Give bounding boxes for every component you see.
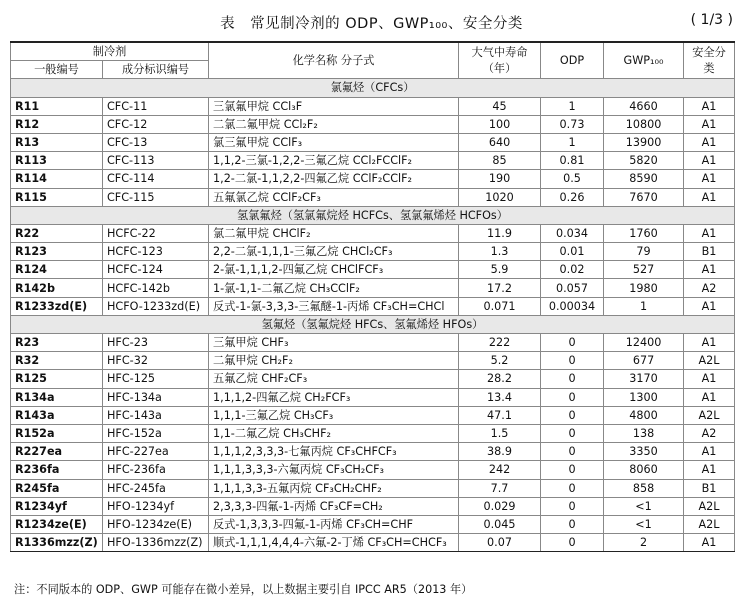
gwp-cell: 677 <box>604 352 684 370</box>
gwp-cell: 1 <box>604 297 684 315</box>
safety-cell: A1 <box>684 188 735 206</box>
component-id-cell: HFO-1336mzz(Z) <box>103 534 209 552</box>
general-id-cell: R227ea <box>11 443 103 461</box>
chem-name-cell: 氯三氟甲烷 CClF₃ <box>209 133 459 151</box>
gwp-cell: 7670 <box>604 188 684 206</box>
safety-cell: A1 <box>684 115 735 133</box>
table-body <box>11 79 735 552</box>
group-label: 氢氟烃（氢氟烷烃 HFCs、氢氟烯烃 HFOs） <box>11 315 735 333</box>
lifetime-cell: 17.2 <box>459 279 541 297</box>
table-row <box>11 243 735 261</box>
chem-name-cell: 反式-1-氯-3,3,3-三氟醚-1-丙烯 CF₃CH=CHCl <box>209 297 459 315</box>
chem-name-cell: 1,1,1,3,3-五氟丙烷 CF₃CH₂CHF₂ <box>209 479 459 497</box>
chem-name-cell: 1,1,2-三氯-1,2,2-三氟乙烷 CCl₂FCClF₂ <box>209 152 459 170</box>
lifetime-cell: 7.7 <box>459 479 541 497</box>
gwp-cell: <1 <box>604 497 684 515</box>
gwp-cell: <1 <box>604 515 684 533</box>
component-id-cell: HFC-23 <box>103 334 209 352</box>
table-row <box>11 115 735 133</box>
odp-cell: 0.81 <box>541 152 604 170</box>
odp-cell: 0.73 <box>541 115 604 133</box>
group-label: 氯氟烃（CFCs） <box>11 79 735 97</box>
chem-name-cell: 2,3,3,3-四氟-1-丙烯 CF₃CF=CH₂ <box>209 497 459 515</box>
table-row <box>11 133 735 151</box>
table-row <box>11 406 735 424</box>
lifetime-cell: 0.07 <box>459 534 541 552</box>
safety-cell: B1 <box>684 243 735 261</box>
gwp-header: GWP₁₀₀ <box>604 42 684 79</box>
safety-cell: B1 <box>684 479 735 497</box>
odp-cell: 0.01 <box>541 243 604 261</box>
odp-cell: 0 <box>541 334 604 352</box>
general-id-cell: R143a <box>11 406 103 424</box>
table-row <box>11 515 735 533</box>
general-id-cell: R124 <box>11 261 103 279</box>
component-id-cell: HFC-134a <box>103 388 209 406</box>
safety-cell: A1 <box>684 443 735 461</box>
safety-cell: A2 <box>684 279 735 297</box>
table-title: 表 常见制冷剂的 ODP、GWP₁₀₀、安全分类 <box>220 16 523 32</box>
group-row <box>11 79 735 97</box>
odp-cell: 0.057 <box>541 279 604 297</box>
chem-name-cell: 氯二氟甲烷 CHClF₂ <box>209 224 459 242</box>
odp-cell: 0 <box>541 443 604 461</box>
lifetime-cell: 13.4 <box>459 388 541 406</box>
component-id-cell: HFC-125 <box>103 370 209 388</box>
component-id-cell: HFC-152a <box>103 424 209 442</box>
table-row <box>11 297 735 315</box>
lifetime-cell: 1.3 <box>459 243 541 261</box>
odp-cell: 1 <box>541 97 604 115</box>
component-id-cell: HCFC-22 <box>103 224 209 242</box>
general-id-cell: R1234ze(E) <box>11 515 103 533</box>
gwp-cell: 138 <box>604 424 684 442</box>
component-id-cell: HFC-32 <box>103 352 209 370</box>
component-id-cell: HCFO-1233zd(E) <box>103 297 209 315</box>
general-id-cell: R1233zd(E) <box>11 297 103 315</box>
refrigerant-table <box>10 41 735 552</box>
table-row <box>11 261 735 279</box>
table-row <box>11 352 735 370</box>
table-row <box>11 334 735 352</box>
table-row <box>11 424 735 442</box>
chem-name-cell: 五氟乙烷 CHF₂CF₃ <box>209 370 459 388</box>
lifetime-cell: 1.5 <box>459 424 541 442</box>
general-id-cell: R134a <box>11 388 103 406</box>
gwp-cell: 8590 <box>604 170 684 188</box>
safety-cell: A1 <box>684 261 735 279</box>
chem-name-cell: 2,2-二氯-1,1,1-三氟乙烷 CHCl₂CF₃ <box>209 243 459 261</box>
component-id-header: 成分标识编号 <box>103 61 209 79</box>
general-id-cell: R123 <box>11 243 103 261</box>
group-row <box>11 315 735 333</box>
safety-cell: A1 <box>684 534 735 552</box>
safety-cell: A1 <box>684 388 735 406</box>
general-id-cell: R142b <box>11 279 103 297</box>
odp-cell: 0.00034 <box>541 297 604 315</box>
component-id-cell: HFC-245fa <box>103 479 209 497</box>
component-id-cell: HFC-236fa <box>103 461 209 479</box>
general-id-cell: R22 <box>11 224 103 242</box>
chem-name-cell: 1,2-二氯-1,1,2,2-四氟乙烷 CClF₂CClF₂ <box>209 170 459 188</box>
component-id-cell: HFC-227ea <box>103 443 209 461</box>
general-id-cell: R236fa <box>11 461 103 479</box>
odp-cell: 0 <box>541 352 604 370</box>
gwp-cell: 858 <box>604 479 684 497</box>
table-row <box>11 388 735 406</box>
safety-cell: A2L <box>684 515 735 533</box>
odp-cell: 0 <box>541 515 604 533</box>
odp-header: ODP <box>541 42 604 79</box>
safety-cell: A2L <box>684 497 735 515</box>
odp-cell: 0 <box>541 388 604 406</box>
lifetime-cell: 0.045 <box>459 515 541 533</box>
table-row <box>11 97 735 115</box>
lifetime-cell: 0.071 <box>459 297 541 315</box>
safety-cell: A1 <box>684 170 735 188</box>
component-id-cell: CFC-113 <box>103 152 209 170</box>
gwp-cell: 3170 <box>604 370 684 388</box>
chem-name-cell: 二氟甲烷 CH₂F₂ <box>209 352 459 370</box>
component-id-cell: CFC-12 <box>103 115 209 133</box>
odp-cell: 0 <box>541 424 604 442</box>
chem-name-header: 化学名称 分子式 <box>209 42 459 79</box>
table-row <box>11 461 735 479</box>
table-row <box>11 170 735 188</box>
lifetime-header-text: 大气中寿命（年） <box>471 45 528 75</box>
lifetime-cell: 190 <box>459 170 541 188</box>
table-row <box>11 152 735 170</box>
general-id-cell: R11 <box>11 97 103 115</box>
safety-cell: A1 <box>684 152 735 170</box>
general-id-cell: R152a <box>11 424 103 442</box>
gwp-cell: 1760 <box>604 224 684 242</box>
component-id-cell: CFC-11 <box>103 97 209 115</box>
odp-cell: 0 <box>541 461 604 479</box>
refrigerant-header: 制冷剂 <box>11 42 209 61</box>
page-indicator: ( 1/3 ) <box>690 12 733 28</box>
odp-cell: 1 <box>541 133 604 151</box>
table-row <box>11 479 735 497</box>
lifetime-cell: 47.1 <box>459 406 541 424</box>
chem-name-cell: 二氯二氟甲烷 CCl₂F₂ <box>209 115 459 133</box>
component-id-cell: CFC-115 <box>103 188 209 206</box>
general-id-cell: R125 <box>11 370 103 388</box>
safety-cell: A2 <box>684 424 735 442</box>
odp-cell: 0.5 <box>541 170 604 188</box>
safety-cell: A1 <box>684 97 735 115</box>
table-row <box>11 279 735 297</box>
odp-cell: 0 <box>541 497 604 515</box>
table-row <box>11 188 735 206</box>
chem-name-cell: 2-氯-1,1,1,2-四氟乙烷 CHClFCF₃ <box>209 261 459 279</box>
odp-cell: 0 <box>541 479 604 497</box>
gwp-cell: 13900 <box>604 133 684 151</box>
safety-cell: A1 <box>684 224 735 242</box>
gwp-cell: 4660 <box>604 97 684 115</box>
lifetime-cell: 85 <box>459 152 541 170</box>
safety-header-text: 安全分类 <box>692 45 726 75</box>
lifetime-cell: 45 <box>459 97 541 115</box>
general-id-cell: R1234yf <box>11 497 103 515</box>
chem-name-cell: 1,1,1,3,3,3-六氟丙烷 CF₃CH₂CF₃ <box>209 461 459 479</box>
general-id-cell: R114 <box>11 170 103 188</box>
gwp-cell: 527 <box>604 261 684 279</box>
general-id-cell: R1336mzz(Z) <box>11 534 103 552</box>
lifetime-cell: 28.2 <box>459 370 541 388</box>
lifetime-cell: 242 <box>459 461 541 479</box>
chem-name-cell: 1,1,1-三氟乙烷 CH₃CF₃ <box>209 406 459 424</box>
group-label: 氢氯氟烃（氢氯氟烷烃 HCFCs、氢氯氟烯烃 HCFOs） <box>11 206 735 224</box>
chem-name-cell: 1,1,1,2,3,3,3-七氟丙烷 CF₃CHFCF₃ <box>209 443 459 461</box>
lifetime-cell: 222 <box>459 334 541 352</box>
chem-name-cell: 1,1,1,2-四氟乙烷 CH₂FCF₃ <box>209 388 459 406</box>
gwp-cell: 10800 <box>604 115 684 133</box>
safety-cell: A2L <box>684 406 735 424</box>
component-id-cell: CFC-13 <box>103 133 209 151</box>
component-id-cell: HCFC-123 <box>103 243 209 261</box>
chem-name-cell: 反式-1,3,3,3-四氟-1-丙烯 CF₃CH=CHF <box>209 515 459 533</box>
chem-name-cell: 五氟氯乙烷 CClF₂CF₃ <box>209 188 459 206</box>
chem-name-cell: 三氯氟甲烷 CCl₃F <box>209 97 459 115</box>
table-row <box>11 370 735 388</box>
component-id-cell: CFC-114 <box>103 170 209 188</box>
odp-cell: 0.034 <box>541 224 604 242</box>
gwp-cell: 3350 <box>604 443 684 461</box>
chem-name-cell: 1-氯-1,1-二氟乙烷 CH₃CClF₂ <box>209 279 459 297</box>
general-id-cell: R32 <box>11 352 103 370</box>
odp-cell: 0 <box>541 406 604 424</box>
general-id-cell: R113 <box>11 152 103 170</box>
gwp-cell: 79 <box>604 243 684 261</box>
lifetime-cell: 5.2 <box>459 352 541 370</box>
table-row <box>11 497 735 515</box>
gwp-cell: 4800 <box>604 406 684 424</box>
component-id-cell: HFC-143a <box>103 406 209 424</box>
odp-cell: 0.26 <box>541 188 604 206</box>
lifetime-cell: 640 <box>459 133 541 151</box>
lifetime-cell: 5.9 <box>459 261 541 279</box>
gwp-cell: 1300 <box>604 388 684 406</box>
safety-cell: A1 <box>684 133 735 151</box>
lifetime-header <box>459 42 541 79</box>
safety-header <box>684 42 735 79</box>
safety-cell: A1 <box>684 461 735 479</box>
table-row <box>11 443 735 461</box>
title-row <box>10 12 733 34</box>
group-row <box>11 206 735 224</box>
safety-cell: A1 <box>684 297 735 315</box>
lifetime-cell: 100 <box>459 115 541 133</box>
safety-cell: A1 <box>684 334 735 352</box>
general-id-cell: R13 <box>11 133 103 151</box>
gwp-cell: 12400 <box>604 334 684 352</box>
general-id-cell: R245fa <box>11 479 103 497</box>
lifetime-cell: 38.9 <box>459 443 541 461</box>
gwp-cell: 2 <box>604 534 684 552</box>
gwp-cell: 8060 <box>604 461 684 479</box>
chem-name-cell: 1,1-二氟乙烷 CH₃CHF₂ <box>209 424 459 442</box>
odp-cell: 0 <box>541 534 604 552</box>
odp-cell: 0 <box>541 370 604 388</box>
component-id-cell: HCFC-142b <box>103 279 209 297</box>
gwp-cell: 1980 <box>604 279 684 297</box>
component-id-cell: HFO-1234yf <box>103 497 209 515</box>
lifetime-cell: 11.9 <box>459 224 541 242</box>
chem-name-cell: 顺式-1,1,1,4,4,4-六氟-2-丁烯 CF₃CH=CHCF₃ <box>209 534 459 552</box>
component-id-cell: HCFC-124 <box>103 261 209 279</box>
table-row <box>11 224 735 242</box>
safety-cell: A1 <box>684 370 735 388</box>
gwp-cell: 5820 <box>604 152 684 170</box>
chem-name-cell: 三氟甲烷 CHF₃ <box>209 334 459 352</box>
footnote: 注：不同版本的 ODP、GWP 可能存在微小差异，以上数据主要引自 IPCC AR5（2013 年） <box>14 583 473 596</box>
general-id-cell: R115 <box>11 188 103 206</box>
odp-cell: 0.02 <box>541 261 604 279</box>
lifetime-cell: 1020 <box>459 188 541 206</box>
safety-cell: A2L <box>684 352 735 370</box>
general-id-cell: R12 <box>11 115 103 133</box>
general-id-cell: R23 <box>11 334 103 352</box>
table-row <box>11 534 735 552</box>
general-id-header: 一般编号 <box>11 61 103 79</box>
component-id-cell: HFO-1234ze(E) <box>103 515 209 533</box>
lifetime-cell: 0.029 <box>459 497 541 515</box>
